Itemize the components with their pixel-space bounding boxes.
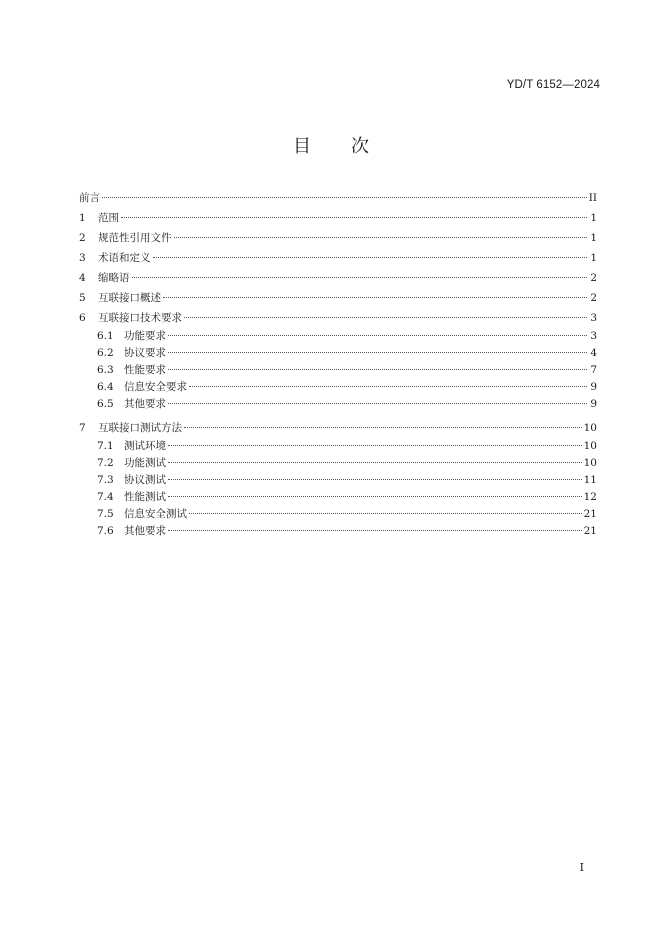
toc-entry-section-6-5[interactable] [79,396,597,413]
toc-entry-page: 11 [583,474,597,486]
dot-leader [168,351,587,353]
toc-title-char-2: 次 [351,136,369,157]
toc-entry-label: 性能测试 [124,491,166,503]
dot-leader [168,402,587,404]
toc-entry-label: 缩略语 [98,272,130,284]
dot-leader [168,461,582,463]
dot-leader [189,385,587,387]
dot-leader [121,216,587,218]
toc-entry-section-7-3[interactable] [79,472,597,489]
toc-entry-page: 2 [590,272,597,284]
toc-entry-label: 范围 [98,212,119,224]
toc-entry-number: 6.3 [97,364,114,376]
toc-entry-number: 7.1 [97,440,114,452]
toc-entry-label: 协议测试 [124,474,166,486]
dot-leader [168,334,587,336]
toc-entry-page: 1 [590,212,597,224]
toc-entry-section-6-3[interactable] [79,362,597,379]
dot-leader [189,512,582,514]
toc-entry-page: 2 [590,292,597,304]
toc-entry-page: 10 [583,440,597,452]
toc-entry-page: 1 [590,232,597,244]
toc-entry-label: 信息安全测试 [124,508,187,520]
dot-leader [102,196,587,198]
toc-entry-label: 互联接口概述 [98,292,161,304]
toc-entry-page: 10 [583,457,597,469]
toc-entry-section-2[interactable] [79,228,597,248]
toc-entry-number: 3 [79,252,86,264]
toc-entry-section-6-4[interactable] [79,379,597,396]
toc-entry-number: 4 [79,272,86,284]
toc-entry-page: 12 [583,491,597,503]
toc-entry-label: 协议要求 [124,347,166,359]
toc-entry-section-7[interactable] [79,418,597,438]
toc-title [0,132,662,158]
toc-entry-section-4[interactable] [79,268,597,288]
toc-entry-section-7-1[interactable] [79,438,597,455]
toc-entry-label: 测试环境 [124,440,166,452]
toc-entry-number: 7.3 [97,474,114,486]
dot-leader [153,256,588,258]
toc-entry-page: II [588,192,597,204]
toc-title-char-1: 目 [293,136,311,157]
table-of-contents [79,188,597,540]
toc-entry-section-6[interactable] [79,308,597,328]
toc-entry-number: 7.4 [97,491,114,503]
toc-entry-label: 互联接口技术要求 [98,312,182,324]
page-number: I [579,861,584,874]
standard-number: YD/T 6152—2024 [506,79,600,91]
toc-entry-number: 7.5 [97,508,114,520]
toc-entry-label: 术语和定义 [98,252,151,264]
toc-entry-section-3[interactable] [79,248,597,268]
toc-entry-number: 7.6 [97,525,114,537]
toc-entry-label: 互联接口测试方法 [98,422,182,434]
toc-entry-number: 7.2 [97,457,114,469]
toc-entry-page: 10 [583,422,597,434]
toc-entry-label: 其他要求 [124,398,166,410]
dot-leader [184,316,587,318]
toc-entry-page: 3 [590,312,597,324]
dot-leader [168,444,582,446]
dot-leader [168,368,587,370]
toc-entry-label: 其他要求 [124,525,166,537]
toc-entry-number: 6 [79,312,86,324]
toc-entry-number: 1 [79,212,86,224]
dot-leader [168,495,582,497]
dot-leader [184,426,582,428]
dot-leader [168,529,582,531]
toc-entry-label: 功能要求 [124,330,166,342]
toc-entry-page: 4 [590,347,597,359]
toc-entry-section-7-5[interactable] [79,506,597,523]
toc-entry-label: 功能测试 [124,457,166,469]
toc-entry-number: 6.4 [97,381,114,393]
toc-entry-label: 前言 [79,192,100,204]
toc-entry-page: 21 [583,525,597,537]
toc-entry-page: 21 [583,508,597,520]
dot-leader [163,296,587,298]
toc-entry-section-7-6[interactable] [79,523,597,540]
toc-entry-section-1[interactable] [79,208,597,228]
toc-entry-page: 9 [590,398,597,410]
dot-leader [132,276,588,278]
dot-leader [168,478,582,480]
toc-entry-section-6-2[interactable] [79,345,597,362]
toc-entry-page: 9 [590,381,597,393]
toc-entry-label: 信息安全要求 [124,381,187,393]
toc-entry-section-7-4[interactable] [79,489,597,506]
toc-entry-label: 规范性引用文件 [98,232,172,244]
toc-entry-number: 7 [79,422,86,434]
toc-entry-number: 6.1 [97,330,114,342]
toc-entry-page: 7 [590,364,597,376]
toc-entry-number: 6.5 [97,398,114,410]
toc-entry-number: 6.2 [97,347,114,359]
toc-entry-section-5[interactable] [79,288,597,308]
toc-entry-section-7-2[interactable] [79,455,597,472]
toc-entry-page: 3 [590,330,597,342]
dot-leader [174,236,588,238]
toc-entry-section-6-1[interactable] [79,328,597,345]
toc-entry-page: 1 [590,252,597,264]
toc-entry-number: 2 [79,232,86,244]
toc-entry-label: 性能要求 [124,364,166,376]
toc-entry-number: 5 [79,292,86,304]
toc-entry-foreword[interactable] [79,188,597,208]
